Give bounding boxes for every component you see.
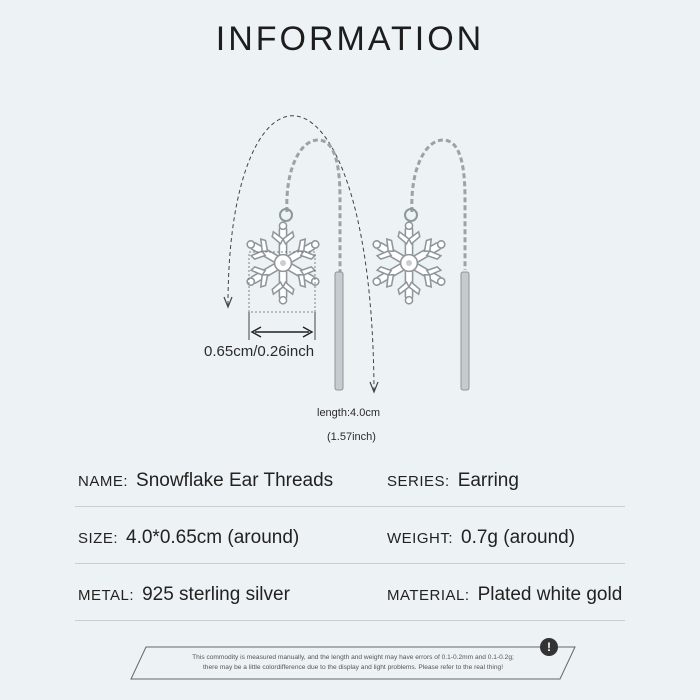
warning-icon: !	[540, 638, 558, 656]
divider	[75, 563, 625, 564]
spec-metal-value: 925 sterling silver	[142, 584, 290, 605]
spec-name	[78, 470, 333, 492]
spec-series	[387, 470, 519, 492]
spec-weight	[387, 527, 575, 549]
spec-metal	[78, 584, 290, 606]
spec-size	[78, 527, 299, 549]
disclaimer-box	[130, 646, 576, 680]
spec-name-value: Snowflake Ear Threads	[136, 470, 334, 491]
divider	[75, 506, 625, 507]
right-earring	[368, 140, 469, 390]
spec-metal-key: METAL:	[78, 587, 135, 604]
spec-series-value: Earring	[457, 470, 519, 491]
width-measurement-label: 0.65cm/0.26inch	[204, 343, 315, 360]
divider	[75, 620, 625, 621]
disclaimer-line-2: there may be a little colordifference due to the display and light problems. Please refer to the real thing!	[202, 664, 504, 671]
disclaimer-line-1: This commodity is measured manually, and the length and weight may have errors of 0.1-0.2mm and 0.1-0.2g;	[192, 654, 514, 661]
length-measurement-label: length:4.0cm	[317, 407, 380, 419]
spec-material-key: MATERIAL:	[387, 587, 470, 604]
page-title: INFORMATION	[215, 20, 485, 58]
length-inch-label: (1.57inch)	[327, 431, 376, 443]
spec-material	[387, 584, 622, 606]
spec-name-key: NAME:	[78, 473, 129, 490]
spec-weight-key: WEIGHT:	[387, 530, 453, 547]
spec-size-key: SIZE:	[78, 530, 119, 547]
disclaimer-text	[148, 653, 558, 673]
spec-material-value: Plated white gold	[477, 584, 623, 605]
spec-size-value: 4.0*0.65cm (around)	[126, 527, 300, 548]
spec-series-key: SERIES:	[387, 473, 450, 490]
spec-weight-value: 0.7g (around)	[461, 527, 576, 548]
